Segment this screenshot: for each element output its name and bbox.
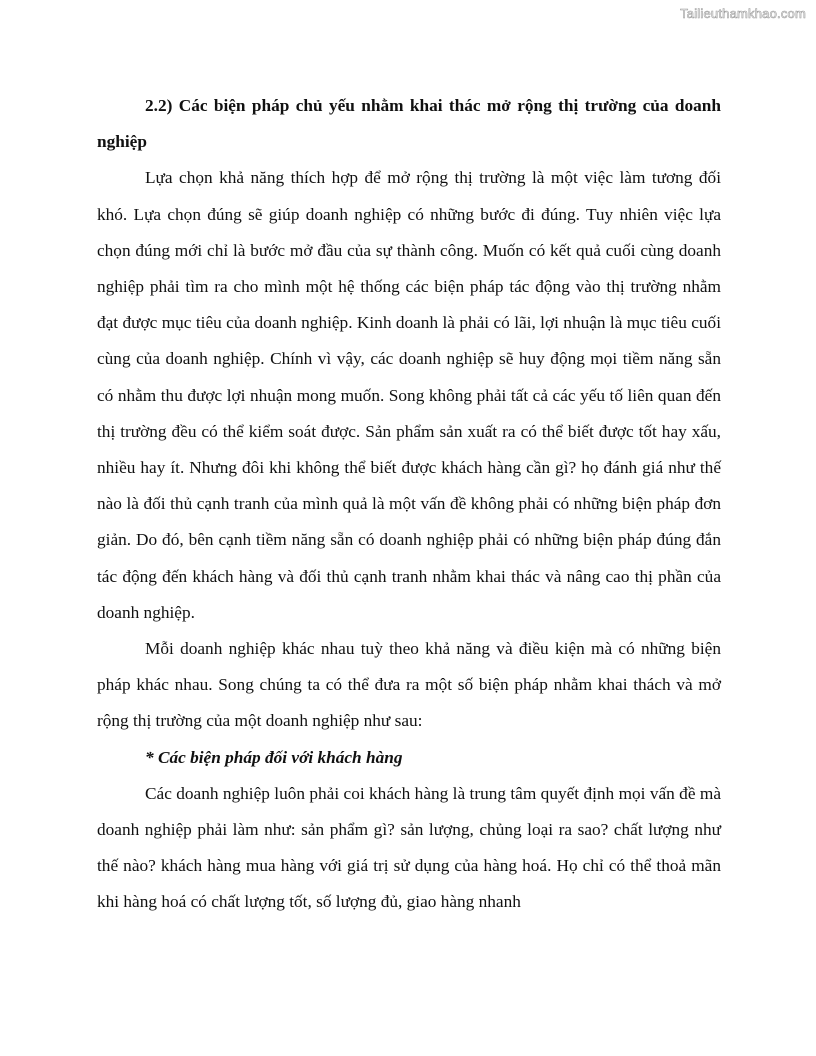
paragraph-customers: Các doanh nghiệp luôn phải coi khách hàng là trung tâm quyết định mọi vấn đề mà doanh nghiệp phải làm như: sản phẩm gì? sản lượng, chủng loại ra sao? chất lượng như thế nào? khách hàng mua hàng với giá trị sử dụng của hàng hoá. Họ chỉ có thể thoả mãn khi hàng hoá có chất lượng tốt, số lượng đủ, giao hàng nhanh (97, 783, 721, 912)
subsection-heading: * Các biện pháp đối với khách hàng (145, 747, 403, 767)
document-page (97, 88, 721, 921)
paragraph-measures: Mỗi doanh nghiệp khác nhau tuỳ theo khả năng và điều kiện mà có những biện pháp khác nhau. Song chúng ta có thể đưa ra một số biện pháp nhằm khai thách và mở rộng thị trường của một doanh nghiệp như sau: (97, 639, 721, 731)
section-heading: 2.2) Các biện pháp chủ yếu nhằm khai thác mở rộng thị trường của doanh nghiệp (97, 96, 721, 152)
paragraph-intro: Lựa chọn khả năng thích hợp để mở rộng thị trường là một việc làm tương đối khó. Lựa chọn đúng sẽ giúp doanh nghiệp có những bước đi đúng. Tuy nhiên việc lựa chọn đúng mới chỉ là bước mở đầu của sự thành công. Muốn có kết quả cuối cùng doanh nghiệp phải tìm ra cho mình một hệ thống các biện pháp tác động vào thị trường nhằm đạt được mục tiêu của doanh nghiệp. Kinh doanh là phải có lãi, lợi nhuận là mục tiêu cuối cùng của doanh nghiệp. Chính vì vậy, các doanh nghiệp sẽ huy động mọi tiềm năng sẵn có nhằm thu được lợi nhuận mong muốn. Song không phải tất cả các yếu tố liên quan đến thị trường đều có thể kiểm soát được. Sản phẩm sản xuất ra có thể biết được tốt hay xấu, nhiều hay ít. Nhưng đôi khi không thể biết được khách hàng cần gì? họ đánh giá như thế nào là đối thủ cạnh tranh của mình quả là một vấn đề không phải có những biện pháp đơn giản. Do đó, bên cạnh tiềm năng sẵn có doanh nghiệp phải có những biện pháp đúng đắn tác động đến khách hàng và đối thủ cạnh tranh nhằm khai thác và nâng cao thị phần của doanh nghiệp. (97, 168, 721, 622)
watermark-text: Tailieuthamkhao.com (680, 6, 806, 21)
